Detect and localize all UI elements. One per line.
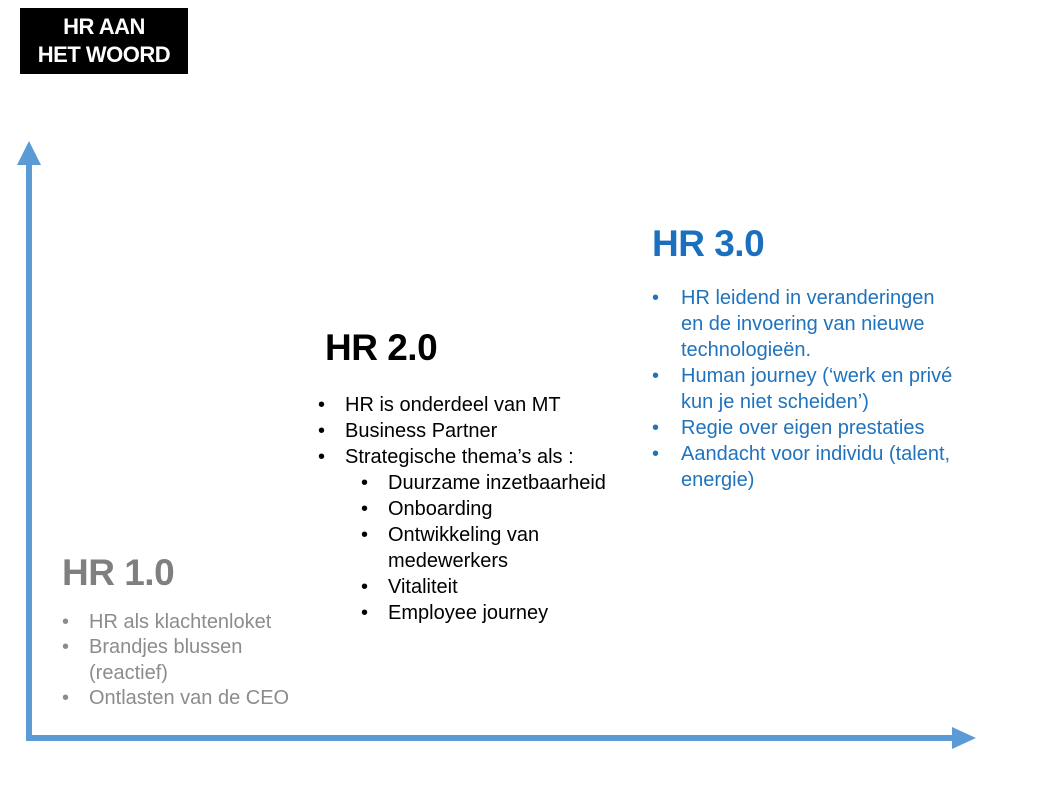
sub-list-item-text: Duurzame inzetbaarheid <box>388 472 606 494</box>
bullet: • <box>361 472 369 494</box>
hr-3-title: HR 3.0 <box>652 223 765 264</box>
bullet: • <box>652 287 660 309</box>
bullet: • <box>652 365 660 387</box>
list-item <box>318 418 628 444</box>
hr-2-sublist <box>361 470 631 626</box>
y-axis-arrowhead <box>17 141 41 165</box>
hr-2-block <box>318 328 631 626</box>
sub-list-item-text: Employee journey <box>388 602 549 624</box>
hr-1-list <box>62 609 312 711</box>
list-item <box>318 392 628 418</box>
x-axis-arrowhead <box>952 727 976 749</box>
list-item-text: Ontlasten van de CEO <box>89 687 290 709</box>
list-item-text: HR is onderdeel van MT <box>345 394 561 416</box>
list-item <box>318 444 628 470</box>
sub-list-item-text: Onboarding <box>388 498 493 520</box>
list-item <box>62 685 312 711</box>
list-item-text: Aandacht voor individu (talent, energie) <box>681 443 951 491</box>
sub-list-item-text: Vitaliteit <box>388 576 458 598</box>
bullet: • <box>652 417 660 439</box>
bullet: • <box>62 636 70 658</box>
list-item-text: Business Partner <box>345 420 498 442</box>
sub-list-item <box>361 574 631 600</box>
list-item <box>62 634 312 686</box>
list-item <box>652 441 972 493</box>
hr-1-block <box>62 553 312 710</box>
list-item-text: HR leidend in veranderingen en de invoering van nieuwe technologieën. <box>681 287 935 361</box>
list-item-text: Brandjes blussen (reactief) <box>89 636 243 684</box>
bullet: • <box>361 602 369 624</box>
bullet: • <box>318 446 326 468</box>
bullet: • <box>361 524 369 546</box>
hr-3-list <box>652 285 972 493</box>
sub-list-item <box>361 600 631 626</box>
list-item-text: Regie over eigen prestaties <box>681 417 925 439</box>
list-item <box>62 609 312 635</box>
hr-1-title: HR 1.0 <box>62 552 175 593</box>
list-item <box>652 363 972 415</box>
logo-line-2: HET WOORD <box>37 42 171 67</box>
bullet: • <box>62 687 70 709</box>
bullet: • <box>361 498 369 520</box>
sub-list-item-text: Ontwikkeling van medewerkers <box>388 524 540 572</box>
list-item <box>652 285 972 363</box>
bullet: • <box>62 611 70 633</box>
sub-list-item <box>361 522 631 574</box>
list-item-text: Human journey (‘werk en privé kun je niet scheiden’) <box>681 365 953 413</box>
bullet: • <box>361 576 369 598</box>
hr-2-list <box>318 392 628 470</box>
sub-list-item <box>361 470 631 496</box>
hr-2-title: HR 2.0 <box>325 327 438 368</box>
bullet: • <box>318 420 326 442</box>
sub-list-item <box>361 496 631 522</box>
list-item <box>652 415 972 441</box>
bullet: • <box>318 394 326 416</box>
logo-line-1: HR AAN <box>63 14 145 39</box>
list-item-text: Strategische thema’s als : <box>345 446 574 468</box>
hr-3-block <box>652 224 972 493</box>
list-item-text: HR als klachtenloket <box>89 611 272 633</box>
bullet: • <box>652 443 660 465</box>
